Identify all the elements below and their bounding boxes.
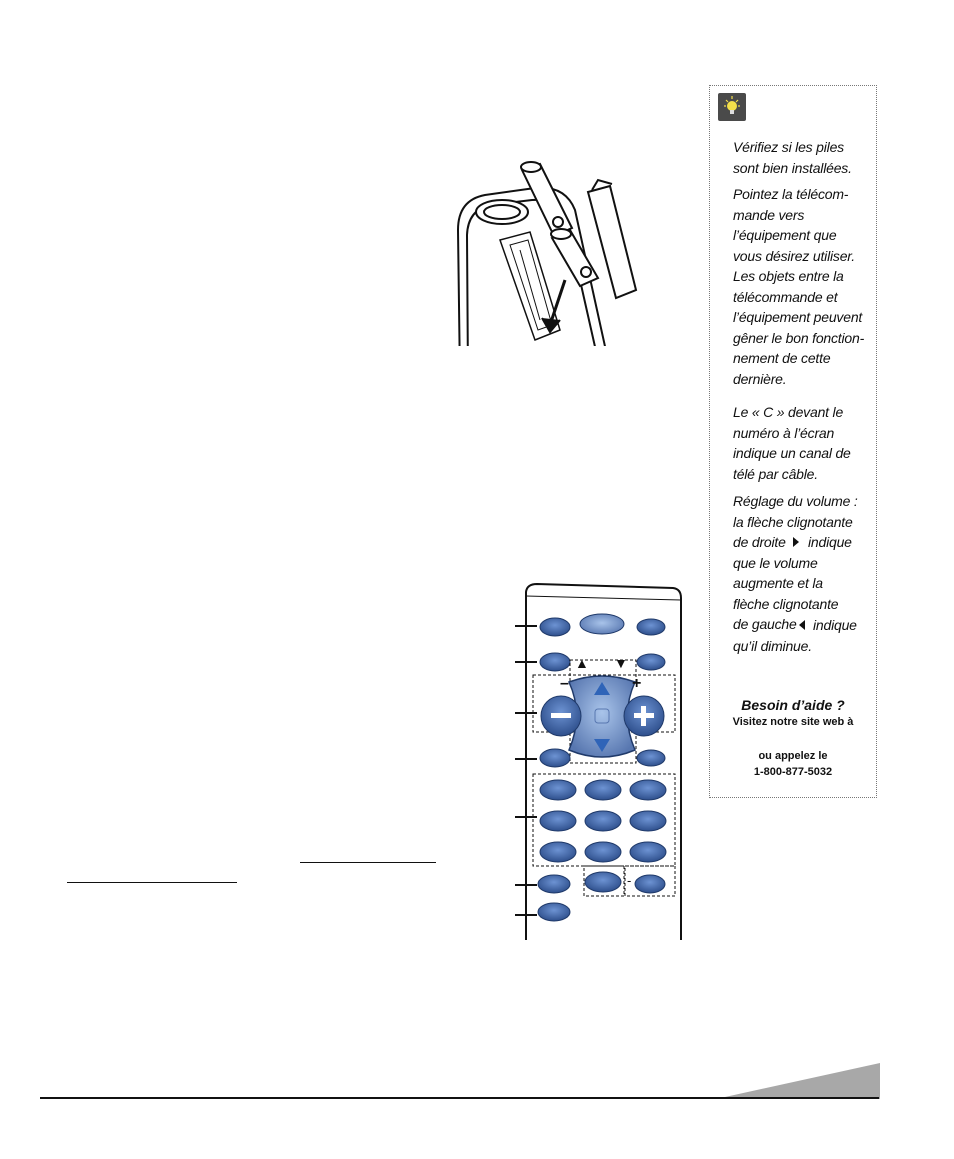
digit-0-button[interactable]: [585, 872, 621, 892]
digit-9-button[interactable]: [630, 842, 666, 862]
digit-7-button[interactable]: [540, 842, 576, 862]
dash-marker: -: [627, 873, 632, 888]
tip-volume-part3: indique qu’il diminue.: [733, 617, 857, 654]
tip-batteries: Vérifiez si les piles sont bien installées.: [733, 139, 852, 176]
tip-volume-part2: indique que le volume augmente et la flèche clignotante de gauche: [733, 534, 852, 632]
volume-minus-marker: –: [560, 675, 569, 692]
tip-volume-part1: Réglage du volume : la flèche clignotante de droite: [733, 493, 858, 550]
channel-down-marker: ▼: [614, 655, 628, 671]
left-row2-button[interactable]: [540, 653, 570, 671]
right-top-button[interactable]: [637, 619, 665, 635]
digit-6-button[interactable]: [630, 811, 666, 831]
callout-line-row9: [515, 914, 537, 916]
tip-cable-channel: Le « C » devant le numéro à l’écran indique un canal de télé par câble.: [733, 404, 851, 482]
left-row8-button[interactable]: [538, 875, 570, 893]
callout-line-volume: [515, 712, 537, 714]
center-top-button[interactable]: [580, 614, 624, 634]
left-row4-button[interactable]: [540, 749, 570, 767]
right-row4-button[interactable]: [637, 750, 665, 766]
help-website-text: Visitez notre site web à: [732, 716, 854, 728]
digit-2-button[interactable]: [585, 780, 621, 800]
right-row2-button[interactable]: [637, 654, 665, 670]
lightbulb-icon: [718, 93, 746, 121]
digit-1-button[interactable]: [540, 780, 576, 800]
left-row9-button[interactable]: [538, 903, 570, 921]
remote-control-illustration: [525, 582, 683, 940]
volume-plus-marker: +: [632, 675, 642, 692]
help-phone-number: 1-800-877-5032: [753, 766, 833, 778]
digit-3-button[interactable]: [630, 780, 666, 800]
digit-4-button[interactable]: [540, 811, 576, 831]
digit-8-button[interactable]: [585, 842, 621, 862]
help-title: Besoin d’aide ?: [741, 697, 845, 713]
underline-blank-2: [67, 882, 237, 883]
callout-line-row2: [515, 661, 537, 663]
tip-point-remote: Pointez la télécom- mande vers l’équipement que vous désirez utiliser. Les objets entre la télécommande et l’équipement peuvent gêner le bon fonction- nement de cette dernière.: [733, 186, 865, 387]
help-call-text: ou appelez le: [758, 750, 828, 762]
callout-line-row4: [515, 758, 537, 760]
battery-installation-illustration: [440, 150, 640, 350]
callout-line-power: [515, 625, 537, 627]
right-row8-button[interactable]: [635, 875, 665, 893]
power-button[interactable]: [540, 618, 570, 636]
callout-line-row8: [515, 884, 537, 886]
digit-5-button[interactable]: [585, 811, 621, 831]
page-corner-wedge: [716, 1063, 880, 1099]
channel-up-marker: ▲: [575, 655, 589, 671]
footer-rule: [40, 1097, 879, 1099]
callout-line-keypad: [515, 816, 537, 818]
underline-blank-1: [300, 862, 436, 863]
